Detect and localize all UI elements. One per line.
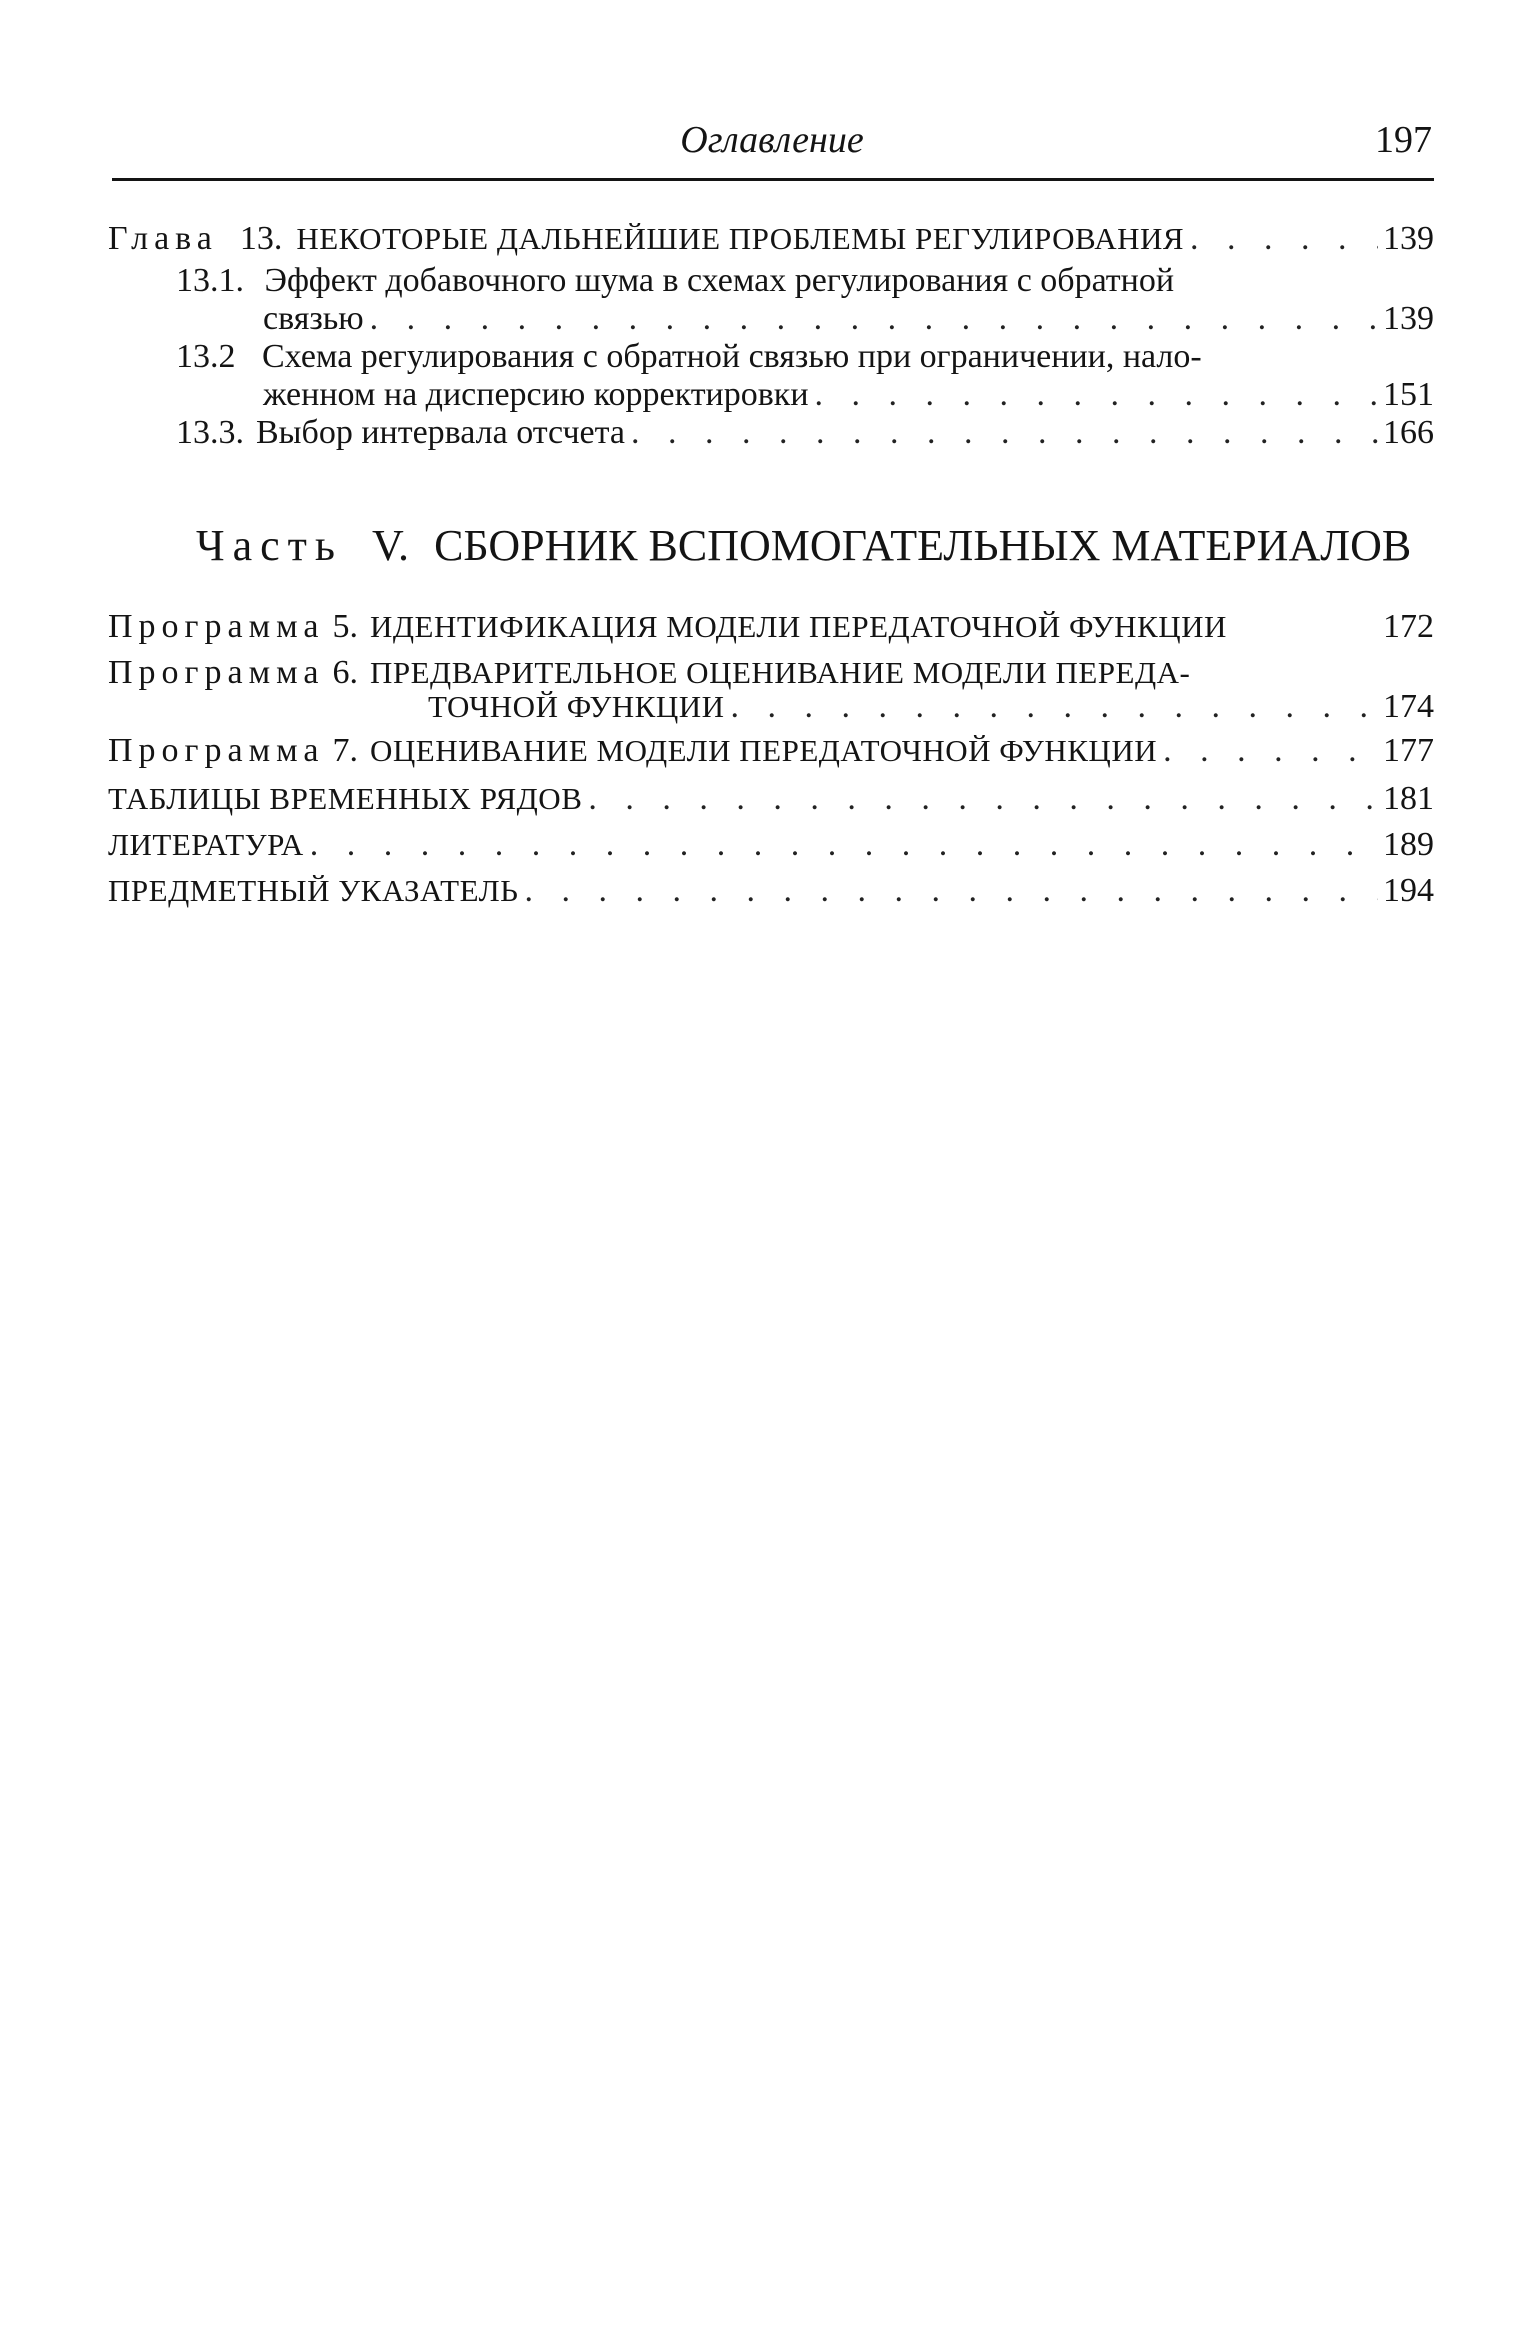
toc-entry-tables [108,780,1434,818]
part-heading [196,520,1412,571]
section-title: Схема регулирования с обратной связью при ограничении, нало- [262,338,1202,375]
section-13-2-first-line [176,338,1202,376]
program-label: Программа [108,608,325,645]
chapter-label: Глава [108,220,218,257]
section-number: 13.1. [176,262,244,299]
appendix-page: 189 [1383,826,1434,863]
page-number: 197 [1375,119,1432,161]
appendix-title: ТАБЛИЦЫ ВРЕМЕННЫХ РЯДОВ [108,781,583,816]
program-number: 7. [332,732,358,769]
part-title: СБОРНИК ВСПОМОГАТЕЛЬНЫХ МАТЕРИАЛОВ [434,521,1412,570]
dot-leader [364,300,1378,338]
program-page: 172 [1383,608,1434,645]
program-page: 174 [1383,688,1434,725]
dot-leader [582,780,1378,818]
dot-leader [1157,732,1378,770]
toc-entry-program-6 [108,654,1434,692]
dot-leader [518,872,1378,910]
section-13-1-first-line [176,262,1174,300]
dot-leader [304,826,1378,864]
chapter-number: 13. [239,220,283,257]
dot-leader [809,376,1378,414]
section-title: Эффект добавочного шума в схемах регулирования с обратной [264,262,1175,299]
program-page: 177 [1383,732,1434,769]
program-number: 5. [332,608,358,645]
dot-leader [625,414,1378,452]
appendix-page: 181 [1383,780,1434,817]
program-label: Программа [108,732,325,769]
toc-entry-literature [108,826,1434,864]
section-page: 139 [1383,300,1434,337]
section-13-1-last-line [263,300,1434,338]
appendix-page: 194 [1383,872,1434,909]
appendix-title: ПРЕДМЕТНЫЙ УКАЗАТЕЛЬ [108,873,519,908]
section-title-continued: связью [263,300,364,337]
section-page: 166 [1383,414,1434,451]
section-number: 13.3. [176,414,244,451]
part-label: Часть [196,521,343,570]
part-number: V. [371,521,410,570]
toc-entry-program-5 [108,608,1434,646]
toc-entry-program-7 [108,732,1434,770]
appendix-title: ЛИТЕРАТУРА [108,827,304,862]
section-13-3 [176,414,1434,452]
program-number: 6. [332,654,358,691]
running-header [112,118,1432,176]
program-title: ПРЕДВАРИТЕЛЬНОЕ ОЦЕНИВАНИЕ МОДЕЛИ ПЕРЕДА- [369,655,1191,690]
toc-entry-chapter-13 [108,220,1434,258]
section-page: 151 [1383,376,1434,413]
dot-leader [1184,220,1378,258]
header-rule [112,178,1434,181]
chapter-page: 139 [1383,220,1434,257]
toc-entry-subject-index [108,872,1434,910]
program-title: ОЦЕНИВАНИЕ МОДЕЛИ ПЕРЕДАТОЧНОЙ ФУНКЦИИ [369,733,1158,768]
program-label: Программа [108,654,325,691]
section-number: 13.2 [176,338,236,375]
section-13-2-last-line [263,376,1434,414]
dot-leader [725,688,1378,726]
section-title-continued: женном на дисперсию корректировки [263,376,809,413]
chapter-title: НЕКОТОРЫЕ ДАЛЬНЕЙШИЕ ПРОБЛЕМЫ РЕГУЛИРОВАНИЯ [296,221,1185,256]
running-title: Оглавление [680,119,864,161]
program-6-last-line [428,688,1434,726]
section-title: Выбор интервала отсчета [256,414,626,451]
program-title-continued: ТОЧНОЙ ФУНКЦИИ [428,689,725,724]
program-title: ИДЕНТИФИКАЦИЯ МОДЕЛИ ПЕРЕДАТОЧНОЙ ФУНКЦИИ [369,609,1227,644]
